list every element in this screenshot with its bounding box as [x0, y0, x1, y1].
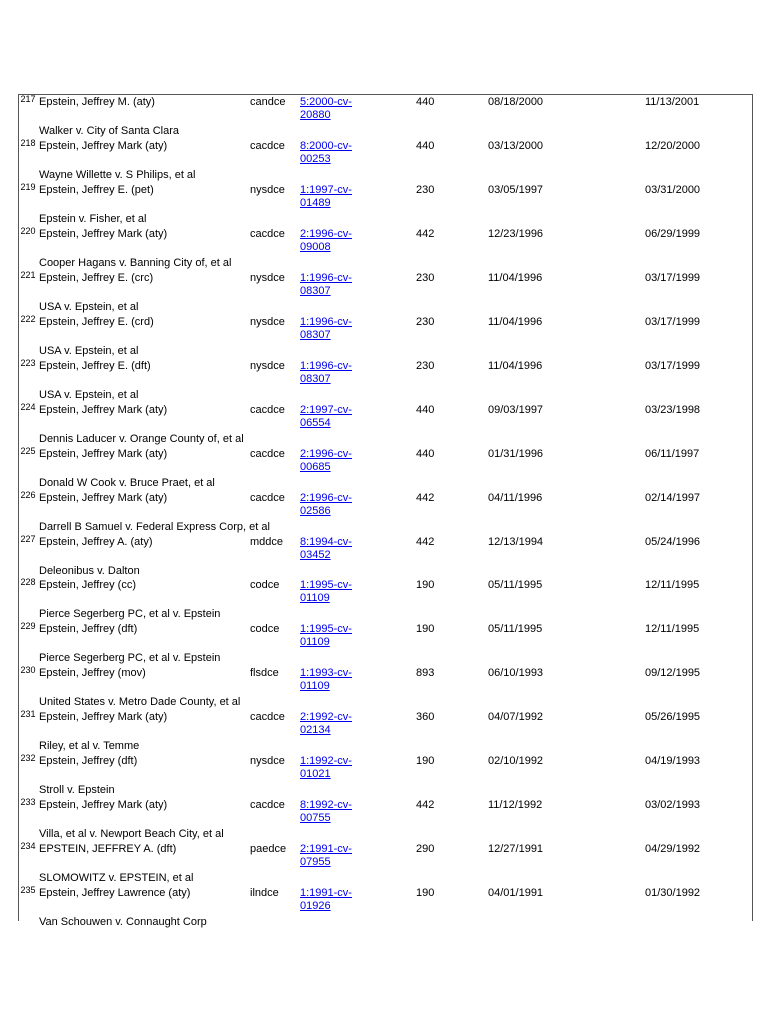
- case-number-link[interactable]: 1:1997-cv-01489: [300, 183, 352, 209]
- date-closed: 12/11/1995: [645, 623, 700, 636]
- table-row: [19, 95, 752, 139]
- case-number-link[interactable]: 1:1996-cv-08307: [300, 271, 352, 297]
- table-row: [19, 842, 752, 886]
- party-name: Epstein, Jeffrey (dft): [39, 755, 138, 768]
- table-row: [19, 359, 752, 403]
- date-closed: 03/02/1993: [645, 799, 701, 812]
- party-name: EPSTEIN, JEFFREY A. (dft): [39, 843, 177, 856]
- court-code: nysdce: [250, 755, 285, 768]
- case-title: Pierce Segerberg PC, et al v. Epstein: [39, 608, 221, 621]
- case-number-link[interactable]: 8:2000-cv-00253: [300, 139, 352, 165]
- case-title: Epstein v. Fisher, et al: [39, 212, 147, 225]
- date-closed: 04/29/1992: [645, 843, 701, 856]
- table-row: [19, 798, 752, 842]
- date-closed: 05/26/1995: [645, 711, 701, 724]
- row-number: 224: [20, 401, 36, 412]
- row-number: 222: [20, 313, 36, 324]
- case-number-link[interactable]: 1:1992-cv-01021: [300, 755, 352, 781]
- court-code: cacdce: [250, 491, 285, 504]
- case-number-link[interactable]: 1:1993-cv-01109: [300, 667, 352, 693]
- date-filed: 09/03/1997: [488, 403, 544, 416]
- table-row: [19, 271, 752, 315]
- case-title: Villa, et al v. Newport Beach City, et al: [39, 828, 224, 841]
- case-number-link[interactable]: 1:1991-cv-01926: [300, 887, 352, 913]
- date-filed: 11/04/1996: [488, 315, 543, 328]
- date-filed: 08/18/2000: [488, 96, 544, 108]
- row-number: 225: [20, 445, 36, 456]
- date-closed: 02/14/1997: [645, 491, 701, 504]
- date-closed: 12/11/1995: [645, 579, 700, 592]
- case-number-link[interactable]: 1:1995-cv-01109: [300, 623, 352, 649]
- case-number-link[interactable]: 8:1994-cv-03452: [300, 535, 352, 561]
- case-title: Walker v. City of Santa Clara: [39, 125, 179, 137]
- date-closed: 03/17/1999: [645, 271, 701, 284]
- court-code: cacdce: [250, 447, 285, 460]
- party-name: Epstein, Jeffrey M. (aty): [39, 96, 155, 108]
- row-number: 223: [20, 357, 36, 368]
- nature-of-suit: 440: [416, 96, 435, 108]
- nature-of-suit: 893: [416, 667, 435, 680]
- case-number-link[interactable]: 2:1991-cv-07955: [300, 843, 352, 869]
- case-title: United States v. Metro Dade County, et al: [39, 696, 241, 709]
- row-number: 221: [20, 269, 36, 280]
- case-title: Riley, et al v. Temme: [39, 740, 140, 753]
- date-closed: 03/17/1999: [645, 315, 701, 328]
- party-name: Epstein, Jeffrey Mark (aty): [39, 799, 168, 812]
- date-closed: 09/12/1995: [645, 667, 701, 680]
- date-closed: 01/30/1992: [645, 887, 701, 900]
- nature-of-suit: 190: [416, 623, 435, 636]
- table-row: [19, 622, 752, 666]
- case-title: Pierce Segerberg PC, et al v. Epstein: [39, 652, 221, 665]
- row-number: 218: [20, 137, 36, 148]
- court-code: nysdce: [250, 359, 285, 372]
- nature-of-suit: 442: [416, 227, 435, 240]
- row-number: 228: [20, 577, 36, 588]
- nature-of-suit: 190: [416, 887, 435, 900]
- date-closed: 03/17/1999: [645, 359, 701, 372]
- nature-of-suit: 440: [416, 447, 435, 460]
- party-name: Epstein, Jeffrey E. (pet): [39, 183, 154, 196]
- case-list-table: [18, 94, 753, 929]
- court-code: mddce: [250, 535, 284, 548]
- date-filed: 12/27/1991: [488, 843, 544, 856]
- date-closed: 06/11/1997: [645, 447, 700, 460]
- table-row: [19, 139, 752, 183]
- party-name: Epstein, Jeffrey Lawrence (aty): [39, 887, 191, 900]
- party-name: Epstein, Jeffrey E. (crd): [39, 315, 154, 328]
- row-number: 226: [20, 489, 36, 500]
- case-title: Cooper Hagans v. Banning City of, et al: [39, 256, 232, 269]
- party-name: Epstein, Jeffrey A. (aty): [39, 535, 153, 548]
- party-name: Epstein, Jeffrey E. (crc): [39, 271, 154, 284]
- case-title: Dennis Laducer v. Orange County of, et al: [39, 432, 244, 445]
- party-name: Epstein, Jeffrey (mov): [39, 667, 146, 680]
- court-code: ilndce: [250, 887, 279, 900]
- date-filed: 11/12/1992: [488, 799, 543, 812]
- date-filed: 03/05/1997: [488, 183, 544, 196]
- date-closed: 06/29/1999: [645, 227, 701, 240]
- case-number-link[interactable]: 5:2000-cv-20880: [300, 96, 352, 121]
- date-filed: 03/13/2000: [488, 139, 544, 152]
- nature-of-suit: 190: [416, 755, 435, 768]
- case-number-link[interactable]: 2:1996-cv-09008: [300, 227, 352, 253]
- party-name: Epstein, Jeffrey Mark (aty): [39, 139, 168, 152]
- table-row: [19, 710, 752, 754]
- case-number-link[interactable]: 1:1995-cv-01109: [300, 579, 352, 605]
- table-row: [19, 491, 752, 535]
- court-code: codce: [250, 623, 280, 636]
- court-code: nysdce: [250, 183, 285, 196]
- case-number-link[interactable]: 2:1996-cv-00685: [300, 447, 352, 473]
- table-row: [19, 666, 752, 710]
- date-filed: 12/13/1994: [488, 535, 544, 548]
- date-closed: 03/31/2000: [645, 183, 701, 196]
- date-filed: 11/04/1996: [488, 271, 543, 284]
- table-row: [19, 754, 752, 798]
- date-filed: 01/31/1996: [488, 447, 544, 460]
- case-title: Van Schouwen v. Connaught Corp: [39, 916, 207, 929]
- nature-of-suit: 442: [416, 799, 435, 812]
- party-name: Epstein, Jeffrey Mark (aty): [39, 491, 168, 504]
- case-title: Stroll v. Epstein: [39, 784, 115, 797]
- court-code: paedce: [250, 843, 287, 856]
- nature-of-suit: 440: [416, 139, 435, 152]
- date-closed: 05/24/1996: [645, 535, 701, 548]
- table-row: [19, 447, 752, 491]
- table-row: [19, 227, 752, 271]
- row-number: 233: [20, 797, 36, 808]
- case-title: Wayne Willette v. S Philips, et al: [39, 168, 196, 181]
- date-filed: 02/10/1992: [488, 755, 544, 768]
- court-code: cacdce: [250, 403, 285, 416]
- case-number-link[interactable]: 2:1997-cv-06554: [300, 403, 352, 429]
- date-filed: 04/07/1992: [488, 711, 544, 724]
- court-code: cacdce: [250, 711, 285, 724]
- date-closed: 12/20/2000: [645, 139, 701, 152]
- row-number: 220: [20, 225, 36, 236]
- case-title: SLOMOWITZ v. EPSTEIN, et al: [39, 872, 194, 885]
- row-number: 217: [20, 94, 36, 104]
- court-code: cacdce: [250, 139, 285, 152]
- court-code: codce: [250, 579, 280, 592]
- case-number-link[interactable]: 2:1996-cv-02586: [300, 491, 352, 517]
- nature-of-suit: 230: [416, 359, 435, 372]
- row-number: 234: [20, 841, 36, 852]
- party-name: Epstein, Jeffrey Mark (aty): [39, 403, 168, 416]
- court-code: nysdce: [250, 315, 285, 328]
- nature-of-suit: 190: [416, 579, 435, 592]
- table-row: [19, 535, 752, 579]
- table-row: [19, 886, 752, 930]
- nature-of-suit: 230: [416, 183, 435, 196]
- court-code: candce: [250, 96, 286, 108]
- row-number: 235: [20, 885, 36, 896]
- case-title: USA v. Epstein, et al: [39, 300, 139, 313]
- party-name: Epstein, Jeffrey Mark (aty): [39, 227, 168, 240]
- date-closed: 04/19/1993: [645, 755, 701, 768]
- nature-of-suit: 230: [416, 315, 435, 328]
- date-filed: 05/11/1995: [488, 579, 543, 592]
- case-title: Darrell B Samuel v. Federal Express Corp, et al: [39, 520, 270, 533]
- case-title: Donald W Cook v. Bruce Praet, et al: [39, 476, 215, 489]
- nature-of-suit: 442: [416, 535, 435, 548]
- nature-of-suit: 440: [416, 403, 435, 416]
- case-number-link[interactable]: 1:1996-cv-08307: [300, 359, 352, 385]
- date-filed: 11/04/1996: [488, 359, 543, 372]
- party-name: Epstein, Jeffrey E. (dft): [39, 359, 151, 372]
- nature-of-suit: 442: [416, 491, 435, 504]
- table-row: [19, 578, 752, 622]
- court-code: nysdce: [250, 271, 285, 284]
- case-number-link[interactable]: 2:1992-cv-02134: [300, 711, 352, 737]
- table-row: [19, 183, 752, 227]
- date-closed: 11/13/2001: [645, 96, 700, 108]
- date-closed: 03/23/1998: [645, 403, 701, 416]
- court-code: cacdce: [250, 227, 285, 240]
- case-title: Deleonibus v. Dalton: [39, 564, 140, 577]
- case-number-link[interactable]: 8:1992-cv-00755: [300, 799, 352, 825]
- case-number-link[interactable]: 1:1996-cv-08307: [300, 315, 352, 341]
- case-title: USA v. Epstein, et al: [39, 388, 139, 401]
- row-number: 229: [20, 621, 36, 632]
- nature-of-suit: 230: [416, 271, 435, 284]
- nature-of-suit: 360: [416, 711, 435, 724]
- row-number: 227: [20, 533, 36, 544]
- row-number: 219: [20, 181, 36, 192]
- date-filed: 05/11/1995: [488, 623, 543, 636]
- row-number: 231: [20, 709, 36, 720]
- date-filed: 04/11/1996: [488, 491, 543, 504]
- court-code: cacdce: [250, 799, 285, 812]
- date-filed: 04/01/1991: [488, 887, 544, 900]
- party-name: Epstein, Jeffrey (dft): [39, 623, 138, 636]
- table-row: [19, 315, 752, 359]
- date-filed: 06/10/1993: [488, 667, 544, 680]
- nature-of-suit: 290: [416, 843, 435, 856]
- party-name: Epstein, Jeffrey Mark (aty): [39, 447, 168, 460]
- row-number: 232: [20, 753, 36, 764]
- table-row: [19, 403, 752, 447]
- party-name: Epstein, Jeffrey Mark (aty): [39, 711, 168, 724]
- party-name: Epstein, Jeffrey (cc): [39, 579, 136, 592]
- date-filed: 12/23/1996: [488, 227, 544, 240]
- court-code: flsdce: [250, 667, 279, 680]
- case-title: USA v. Epstein, et al: [39, 344, 139, 357]
- row-number: 230: [20, 665, 36, 676]
